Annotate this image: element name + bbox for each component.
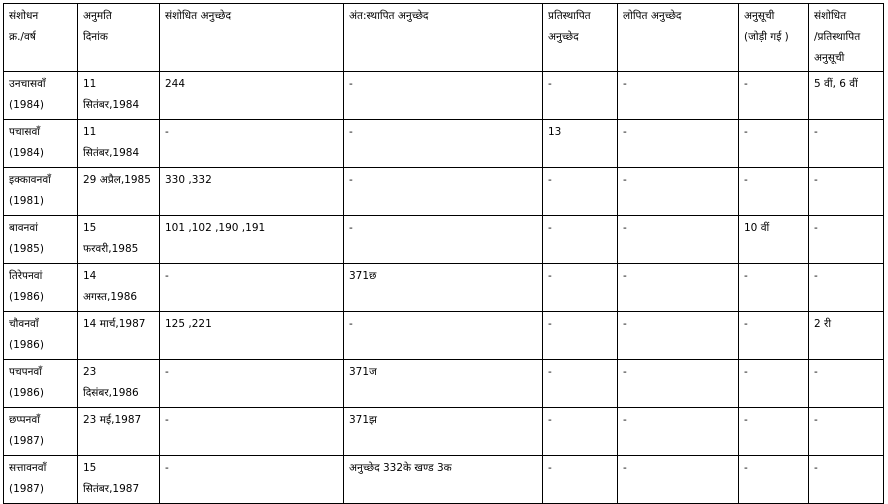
cell-omitted-articles: -: [618, 120, 739, 168]
header-inserted-articles: अंत:स्थापित अनुच्छेद: [344, 4, 543, 72]
cell-amended-articles: 125 ,221: [160, 312, 344, 360]
cell-schedule-amended: 5 वीं, 6 वीं: [809, 72, 884, 120]
cell-assent-date: 15 सितंबर,1987: [78, 456, 160, 504]
cell-assent-date: 15 फरवरी,1985: [78, 216, 160, 264]
cell-inserted-articles: 371झ: [344, 408, 543, 456]
cell-inserted-articles: 371छ: [344, 264, 543, 312]
table-body: [4, 72, 884, 504]
cell-amended-articles: -: [160, 456, 344, 504]
cell-amended-articles: -: [160, 360, 344, 408]
cell-schedule-amended: -: [809, 360, 884, 408]
header-substituted-articles: प्रतिस्थापित अनुच्छेद: [543, 4, 618, 72]
cell-omitted-articles: -: [618, 312, 739, 360]
cell-assent-date: 11 सितंबर,1984: [78, 72, 160, 120]
cell-assent-date: 23 मई,1987: [78, 408, 160, 456]
cell-substituted-articles: -: [543, 168, 618, 216]
cell-assent-date: 14 मार्च,1987: [78, 312, 160, 360]
cell-amendment: छप्पनवाँ (1987): [4, 408, 78, 456]
cell-amended-articles: -: [160, 408, 344, 456]
cell-schedule-added: -: [739, 120, 809, 168]
cell-schedule-amended: 2 री: [809, 312, 884, 360]
header-schedule-amended: संशोधित /प्रतिस्थापित अनुसूची: [809, 4, 884, 72]
table-row: [4, 120, 884, 168]
cell-substituted-articles: -: [543, 72, 618, 120]
cell-amendment: चौवनवाँ (1986): [4, 312, 78, 360]
cell-schedule-amended: -: [809, 168, 884, 216]
cell-assent-date: 11 सितंबर,1984: [78, 120, 160, 168]
cell-substituted-articles: -: [543, 456, 618, 504]
cell-schedule-added: -: [739, 72, 809, 120]
table-row: [4, 360, 884, 408]
cell-substituted-articles: -: [543, 312, 618, 360]
cell-schedule-added: -: [739, 360, 809, 408]
header-schedule-added: अनुसूची (जोड़ी गई ): [739, 4, 809, 72]
cell-substituted-articles: -: [543, 216, 618, 264]
cell-amended-articles: -: [160, 120, 344, 168]
cell-substituted-articles: 13: [543, 120, 618, 168]
cell-amended-articles: -: [160, 264, 344, 312]
cell-schedule-added: -: [739, 264, 809, 312]
cell-omitted-articles: -: [618, 456, 739, 504]
header-amended-articles: संशोधित अनुच्छेद: [160, 4, 344, 72]
cell-amendment: बावनवां (1985): [4, 216, 78, 264]
cell-omitted-articles: -: [618, 360, 739, 408]
cell-schedule-amended: -: [809, 408, 884, 456]
cell-schedule-added: -: [739, 312, 809, 360]
cell-amendment: सत्तावनवाँ (1987): [4, 456, 78, 504]
table-row: [4, 216, 884, 264]
cell-amendment: उनचासवाँ (1984): [4, 72, 78, 120]
table-row: [4, 456, 884, 504]
cell-substituted-articles: -: [543, 264, 618, 312]
cell-assent-date: 23 दिसंबर,1986: [78, 360, 160, 408]
cell-schedule-added: -: [739, 408, 809, 456]
cell-substituted-articles: -: [543, 360, 618, 408]
cell-assent-date: 14 अगस्त,1986: [78, 264, 160, 312]
cell-omitted-articles: -: [618, 264, 739, 312]
cell-schedule-added: -: [739, 168, 809, 216]
cell-amendment: इक्कावनवाँ (1981): [4, 168, 78, 216]
cell-schedule-added: -: [739, 456, 809, 504]
header-row: [4, 4, 884, 72]
cell-omitted-articles: -: [618, 216, 739, 264]
cell-omitted-articles: -: [618, 72, 739, 120]
cell-inserted-articles: -: [344, 120, 543, 168]
table-row: [4, 312, 884, 360]
header-amendment: संशोधन क्र./वर्ष: [4, 4, 78, 72]
header-assent-date: अनुमति दिनांक: [78, 4, 160, 72]
cell-amendment: तिरेपनवां (1986): [4, 264, 78, 312]
cell-inserted-articles: -: [344, 216, 543, 264]
cell-omitted-articles: -: [618, 168, 739, 216]
cell-schedule-amended: -: [809, 264, 884, 312]
cell-inserted-articles: -: [344, 72, 543, 120]
cell-inserted-articles: -: [344, 168, 543, 216]
table-row: [4, 72, 884, 120]
cell-schedule-amended: -: [809, 456, 884, 504]
table-row: [4, 408, 884, 456]
cell-amended-articles: 244: [160, 72, 344, 120]
cell-amended-articles: 330 ,332: [160, 168, 344, 216]
cell-inserted-articles: 371ज: [344, 360, 543, 408]
cell-amendment: पचपनवाँ (1986): [4, 360, 78, 408]
cell-amended-articles: 101 ,102 ,190 ,191: [160, 216, 344, 264]
cell-schedule-amended: -: [809, 216, 884, 264]
amendments-table: [3, 3, 884, 504]
table-row: [4, 264, 884, 312]
cell-schedule-amended: -: [809, 120, 884, 168]
cell-schedule-added: 10 वीं: [739, 216, 809, 264]
cell-substituted-articles: -: [543, 408, 618, 456]
cell-amendment: पचासवाँ (1984): [4, 120, 78, 168]
cell-omitted-articles: -: [618, 408, 739, 456]
table-row: [4, 168, 884, 216]
cell-inserted-articles: अनुच्छेद 332के खण्ड 3क: [344, 456, 543, 504]
cell-assent-date: 29 अप्रैल,1985: [78, 168, 160, 216]
header-omitted-articles: लोपित अनुच्छेद: [618, 4, 739, 72]
cell-inserted-articles: -: [344, 312, 543, 360]
